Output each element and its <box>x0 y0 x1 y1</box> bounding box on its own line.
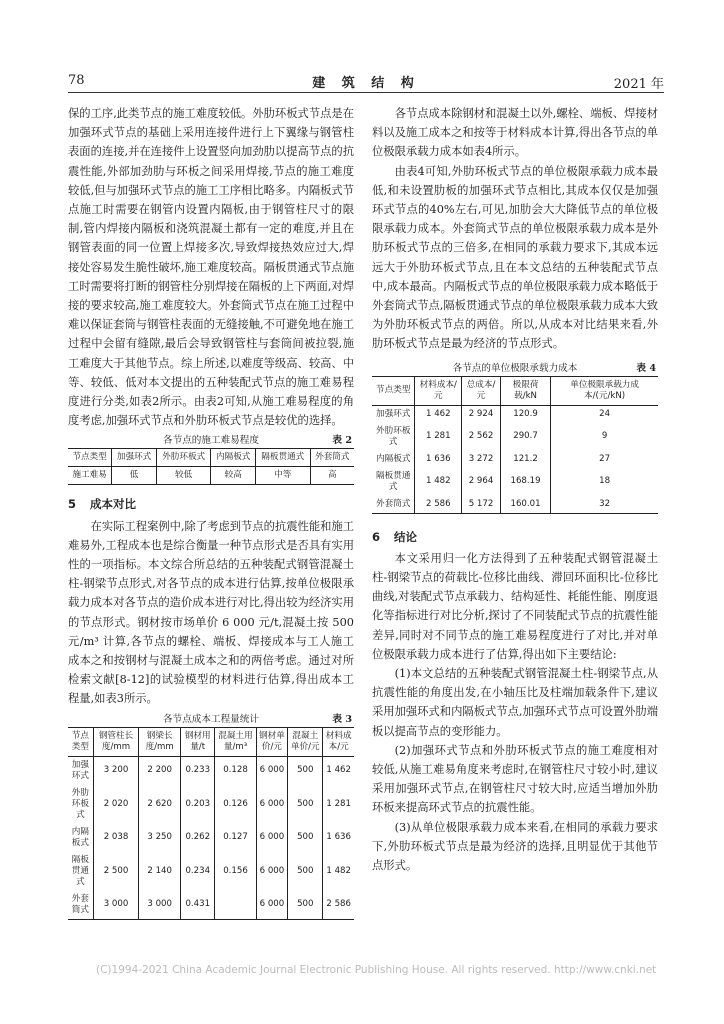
table4 <box>372 376 658 514</box>
table-cell: 外肋环板式 <box>376 425 411 447</box>
table-cell: 27 <box>551 451 658 468</box>
table-cell: 1 636 <box>415 451 462 468</box>
table-cell: 1 281 <box>415 423 462 451</box>
table-cell: 2 620 <box>139 785 181 824</box>
conclusion-2: (2)加强环式节点和外肋环板式节点的施工难度相对较低,从施工难易角度来考虑时,在钢管柱尺寸较小时,建议采用加强环式节点,在钢管柱尺寸较大时,应适当增加外肋环板来提高环式节点的抗震性能。 <box>372 743 658 815</box>
table-header: 材料成本/元 <box>323 727 354 756</box>
table-cell: 1 636 <box>323 824 354 852</box>
paragraph: 由表4可知,外肋环板式节点的单位极限承载力成本最低,和未设置肋板的加强环式节点相比,其成本仅仅是加强环式节点的40%左右,可见,加肋会大大降低节点的单位极限承载力成本。外套筒式节点的单位极限承载力成本是外肋环板式节点的三倍多,在相同的承载力要求下,其成本远远大于外肋环板式节点,且在本文总结的五种装配式节点中,成本最高。内隔板式节点的单位极限承载力成本略低于外套筒式节点,隔板贯通式节点的单位极限承载力成本大致为外肋环板式节点的两倍。所以,从成本对比结果来看,外肋环板式节点是最为经济的节点形式。 <box>372 164 659 351</box>
table-cell: 2 140 <box>139 852 181 891</box>
table-cell: 9 <box>551 423 658 451</box>
table-cell: 加强环式 <box>376 408 411 419</box>
table-header: 总成本/元 <box>462 376 501 405</box>
right-column <box>372 104 658 875</box>
table-cell: 121.2 <box>500 451 550 468</box>
table-cell: 3 000 <box>93 891 138 920</box>
page-number: 78 <box>68 73 85 88</box>
table-cell: 168.19 <box>500 468 550 496</box>
table-cell: 500 <box>288 785 323 824</box>
table-row <box>372 423 658 451</box>
table-cell: 1 482 <box>415 468 462 496</box>
table-cell: 500 <box>288 891 323 920</box>
table-header: 钢材单价/元 <box>256 727 288 756</box>
table-cell: 2 500 <box>93 852 138 891</box>
table-cell: 外肋环板式 <box>71 787 89 820</box>
table-cell: 6 000 <box>256 852 288 891</box>
table-header: 钢梁长度/mm <box>139 727 181 756</box>
table-cell: 0.127 <box>215 824 256 852</box>
paragraph: 在实际工程案例中,除了考虑到节点的抗震性能和施工难易外,工程成本也是综合衡量一种节点形式是否具有实用性的一项指标。本文综合所总结的五种装配式钢管混凝土柱-钢梁节点形式,对各节点的成本进行估算,按单位极限承载力成本对各节点的造价成本进行对比,得出较为经济实用的节点形式。钢材按市场单价 6 000 元/t,混凝土按 500 元/m³ 计算,各节点的螺栓、端板、焊接成本与工人施工成本之和按钢材与混凝土成本之和的两倍考虑。通过对所检索文献[8-12]的试验模型的材料进行估算,得出成本工程量,如表3所示。 <box>68 519 355 706</box>
table-header: 隔板贯通式 <box>255 449 310 467</box>
table-header: 单位极限承载力成本/(元/kN) <box>551 376 658 405</box>
table-cell: 隔板贯通式 <box>376 470 411 492</box>
table-cell: 18 <box>551 468 658 496</box>
paragraph: 各节点成本除钢材和混凝土以外,螺栓、端板、焊接材料以及施工成本之和按等于材料成本计算,得出各节点的单位极限承载力成本如表4所示。 <box>372 107 659 159</box>
table3-caption <box>68 713 354 727</box>
table-cell: 500 <box>288 852 323 891</box>
table-cell: 中等 <box>255 467 310 485</box>
table-cell: 3 250 <box>139 824 181 852</box>
table-header: 节点类型 <box>68 727 93 756</box>
table-header: 内隔板式 <box>211 449 255 467</box>
table-cell: 0.126 <box>215 785 256 824</box>
table-cell: 3 200 <box>93 756 138 785</box>
table-cell: 1 462 <box>415 405 462 423</box>
table-cell: 2 964 <box>462 468 501 496</box>
table-cell: 5 172 <box>462 496 501 514</box>
table-cell: 较低 <box>156 467 211 485</box>
table-cell: 2 586 <box>415 496 462 514</box>
table-cell: 2 200 <box>139 756 181 785</box>
table-cell: 2 924 <box>462 405 501 423</box>
table-cell: 内隔板式 <box>71 826 89 848</box>
table-title: 各节点的施工难易程度 <box>163 435 259 447</box>
table-cell: 500 <box>288 756 323 785</box>
table-cell: 2 038 <box>93 824 138 852</box>
table-row <box>372 405 658 423</box>
table-cell: 6 000 <box>256 824 288 852</box>
table-row <box>372 451 658 468</box>
table-cell: 内隔板式 <box>376 453 411 464</box>
table-cell <box>215 891 256 920</box>
table-header: 极限荷载/kN <box>500 376 550 405</box>
table-cell: 2 586 <box>323 891 354 920</box>
table-header: 节点类型 <box>68 449 112 467</box>
table3 <box>68 727 354 920</box>
table-cell: 6 000 <box>256 756 288 785</box>
table-row <box>68 756 354 785</box>
table-cell: 3 000 <box>139 891 181 920</box>
table-cell: 0.431 <box>181 891 215 920</box>
table-cell: 6 000 <box>256 891 288 920</box>
table-title: 各节点的单位极限承载力成本 <box>452 362 578 374</box>
table-cell: 160.01 <box>500 496 550 514</box>
section-heading-6 <box>372 528 658 547</box>
table-cell: 低 <box>112 467 156 485</box>
table-cell: 高 <box>310 467 354 485</box>
table-cell: 6 000 <box>256 785 288 824</box>
table-cell: 290.7 <box>500 423 550 451</box>
table-cell: 隔板贯通式 <box>71 854 89 887</box>
table-cell: 0.233 <box>181 756 215 785</box>
table-header: 外套筒式 <box>310 449 354 467</box>
table-row <box>68 785 354 824</box>
table-header: 混凝土单价/元 <box>288 727 323 756</box>
table-number: 表 2 <box>332 435 352 447</box>
section-title: 成本对比 <box>90 497 137 512</box>
table-row <box>68 467 354 485</box>
table-cell: 120.9 <box>500 405 550 423</box>
table-cell: 外套筒式 <box>71 893 89 915</box>
table-cell: 32 <box>551 496 658 514</box>
paragraph: 本文采用归一化方法得到了五种装配式钢管混凝土柱-钢梁节点的荷载比-位移比曲线、滞回环面积比-位移比曲线,对装配式节点承载力、结构延性、耗能性能、刚度退化等指标进行对比分析,探讨了不同装配式节点的抗震性能差异,同时对不同节点的施工难易程度进行了对比,并对单位极限承载力成本进行了估算,得出如下主要结论: <box>372 551 659 661</box>
table-cell: 500 <box>288 824 323 852</box>
table-header: 外肋环板式 <box>156 449 211 467</box>
section-title: 结论 <box>394 529 418 544</box>
conclusion-3: (3)从单位极限承载力成本来看,在相同的承载力要求下,外肋环板式节点是最为经济的选择,且明显优于其他节点形式。 <box>372 820 658 873</box>
section-number: 6 <box>372 529 381 544</box>
table-row <box>372 496 658 514</box>
table-header: 节点类型 <box>372 376 415 405</box>
table-cell: 1 482 <box>323 852 354 891</box>
section-heading-5 <box>68 495 354 514</box>
table-number: 表 3 <box>332 713 352 725</box>
table-cell: 0.156 <box>215 852 256 891</box>
table-title: 各节点成本工程量统计 <box>163 713 259 725</box>
table-row <box>372 468 658 496</box>
table-cell: 2 020 <box>93 785 138 824</box>
table-cell: 1 281 <box>323 785 354 824</box>
table-cell: 0.234 <box>181 852 215 891</box>
table-row <box>68 852 354 891</box>
table-header: 钢材用量/t <box>181 727 215 756</box>
table-cell: 0.203 <box>181 785 215 824</box>
table2 <box>68 448 354 485</box>
table-row <box>68 824 354 852</box>
table-cell: 0.128 <box>215 756 256 785</box>
journal-title: 建 筑 结 构 <box>312 76 420 91</box>
table-header: 材料成本/元 <box>415 376 462 405</box>
table-cell: 1 462 <box>323 756 354 785</box>
table-row <box>68 891 354 920</box>
running-header <box>68 70 664 93</box>
issue-year: 2021 年 <box>613 77 664 92</box>
table-cell: 3 272 <box>462 451 501 468</box>
table-cell: 2 562 <box>462 423 501 451</box>
section-number: 5 <box>68 497 77 512</box>
table-header: 混凝土用量/m³ <box>215 727 256 756</box>
table4-caption <box>372 362 658 376</box>
table2-caption <box>68 434 354 448</box>
table-cell: 24 <box>551 405 658 423</box>
left-column <box>68 104 354 920</box>
paragraph: 保的工序,此类节点的施工难度较低。外肋环板式节点是在加强环式节点的基础上采用连接件进行上下翼缘与钢管柱表面的连接,并在连接件上设置竖向加劲肋以提高节点的抗震性能,外部加劲肋与环板之间采用焊接,节点的施工难度较低,但与加强环式节点的施工工序相比略多。内隔板式节点施工时需要在钢管内设置内隔板,由于钢管柱尺寸的限制,管内焊接内隔板和浇筑混凝土都有一定的难度,并且在钢管表面的同一位置上焊接多次,导致焊接热效应过大,焊接处容易发生脆性破坏,施工难度较高。隔板贯通式节点施工时需要将打断的钢管柱分别焊接在隔板的上下两面,对焊接的要求较高,施工难度较大。外套筒式节点在施工过程中难以保证套筒与钢管柱表面的无缝接触,不可避免地在施工过程中会留有缝隙,最后会导致钢管柱与套筒间被拉裂,施工难度大于其他节点。综上所述,以难度等级高、较高、中等、较低、低对本文提出的五种装配式节点的施工难易程度进行分类,如表2所示。由表2可知,从施工难易程度的角度考虑,加强环式节点和外肋环板式节点是较优的选择。 <box>68 107 355 428</box>
table-cell: 施工难易 <box>72 470 107 481</box>
table-cell: 较高 <box>211 467 255 485</box>
table-cell: 加强环式 <box>71 759 89 781</box>
conclusion-1: (1)本文总结的五种装配式钢管混凝土柱-钢梁节点,从抗震性能的角度出发,在小轴压比及柱端加载条件下,建议采用加强环式和内隔板式节点,加强环式节点可设置外肋端板以提高节点的变形能力。 <box>372 667 659 738</box>
table-cell: 0.262 <box>181 824 215 852</box>
table-header: 加强环式 <box>112 449 156 467</box>
copyright-watermark: (C)1994-2021 China Academic Journal Electronic Publishing House. All rights reserved. http://www.cnki.net <box>96 964 657 976</box>
table-header: 钢管柱长度/mm <box>93 727 138 756</box>
table-cell: 外套筒式 <box>376 498 411 509</box>
table-number: 表 4 <box>636 362 656 374</box>
